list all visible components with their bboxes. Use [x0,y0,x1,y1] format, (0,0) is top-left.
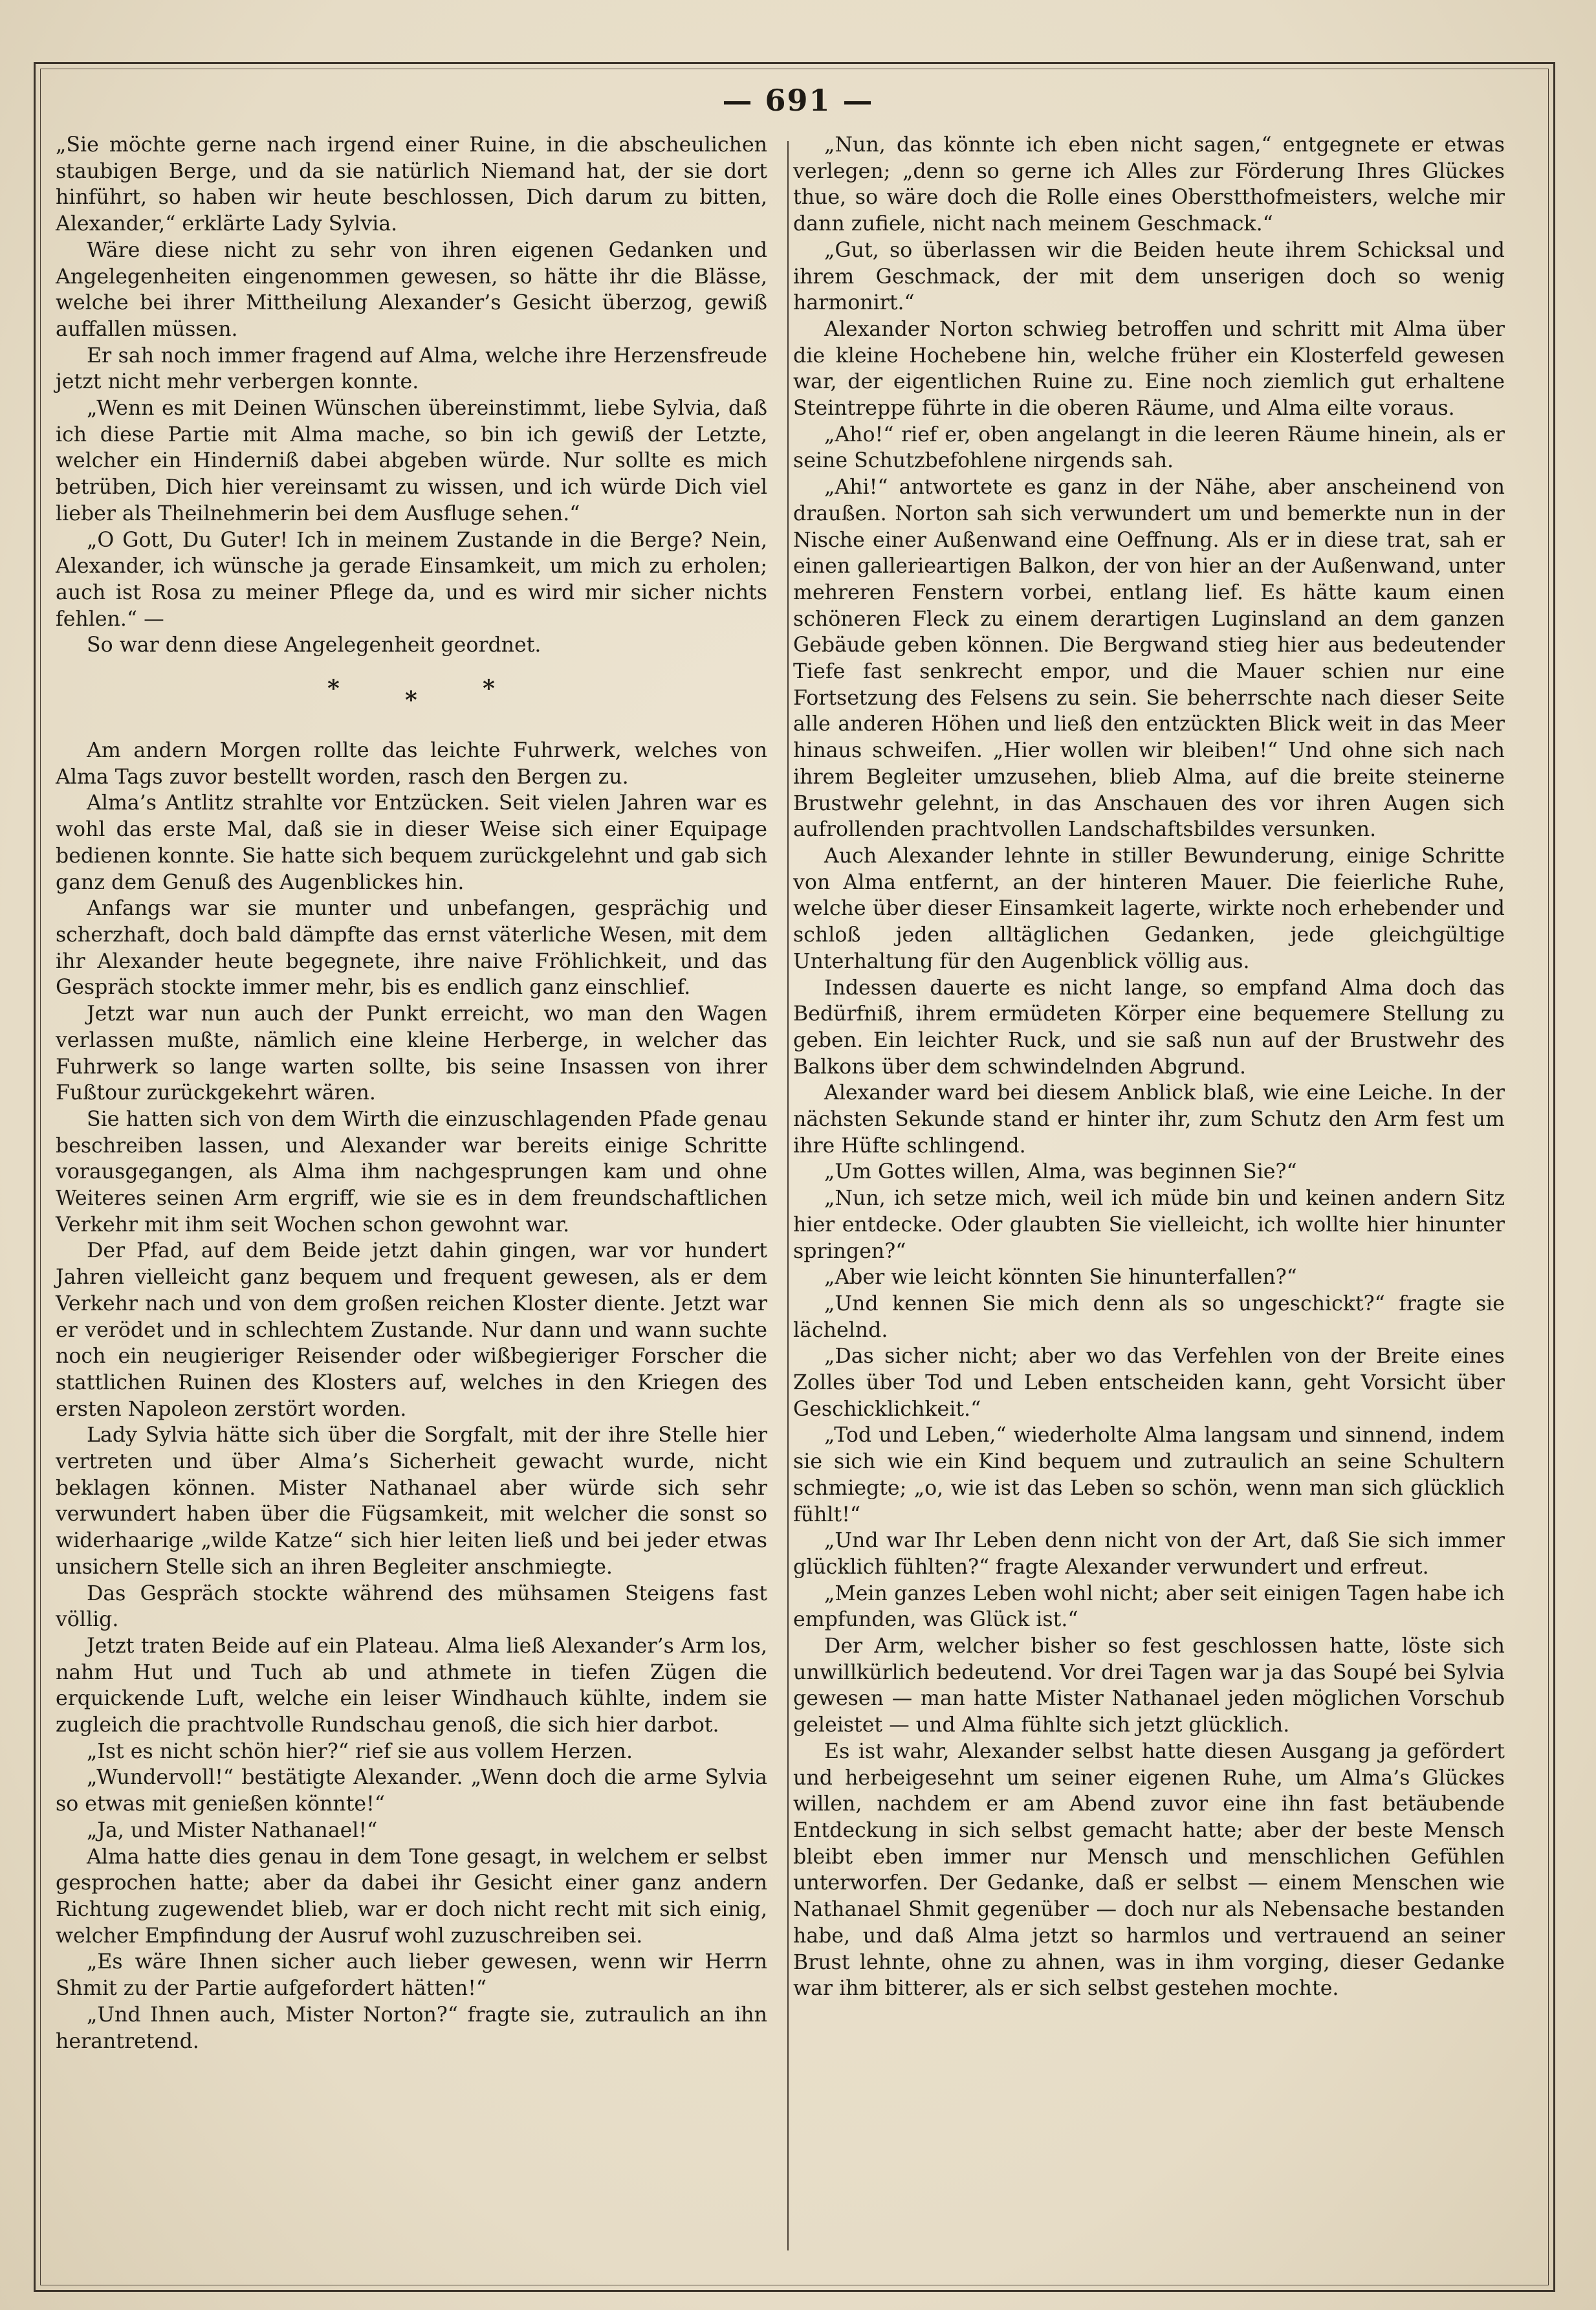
page-number: — 691 — [722,83,874,118]
paragraph: Lady Sylvia hätte sich über die Sorgfalt, mit der ihre Stelle hier vertreten und über Alma’s Sicherheit gewacht wurde, nicht beklagen können. Mister Nathanael aber würde sich sehr verwundert haben über die Fügsamkeit, mit welcher die sonst so widerhaarige „wilde Katze“ sich hier leiten ließ und bei jeder etwas unsichern Stelle sich an ihren Begleiter anschmiegte. [56,1424,767,1579]
paragraph: „Und kennen Sie mich denn als so ungeschickt?“ fragte sie lächelnd. [793,1292,1505,1342]
paragraph: Der Arm, welcher bisher so fest geschlossen hatte, löste sich unwillkürlich bedeutend. Vor drei Tagen war ja das Soupé bei Sylvia gewesen — man hatte Mister Nathanael jeden möglichen Vorschub geleistet — und Alma fühlte sich jetzt glücklich. [793,1634,1505,1737]
paragraph: Jetzt war nun auch der Punkt erreicht, wo man den Wagen verlassen mußte, nämlich eine kleine Herberge, in welcher das Fuhrwerk so lange warten sollte, bis seine Insassen von ihrer Fußtour zurückgekehrt wären. [56,1002,767,1105]
paragraph: Alma’s Antlitz strahlte vor Entzücken. Seit vielen Jahren war es wohl das erste Mal, daß sie in dieser Weise sich einer Equipage bedienen konnte. Sie hatte sich bequem zurückgelehnt und gab sich ganz dem Genuß des Augenblickes hin. [56,791,767,894]
separator-star: * [327,675,340,703]
paragraph: Alexander Norton schwieg betroffen und schritt mit Alma über die kleine Hochebene hin, welche früher ein Klosterfeld gewesen war, der eigentlichen Ruine zu. Eine noch ziemlich gut erhaltene Steintreppe führte in die oberen Räume, und Alma eilte voraus. [793,317,1505,421]
separator-star: * [483,675,495,703]
paragraph: Auch Alexander lehnte in stiller Bewunderung, einige Schritte von Alma entfernt, an der hinteren Mauer. Die feierliche Ruhe, welche über dieser Einsamkeit lagerte, wirkte noch erhebender und schloß jeden alltäglichen Gedanken, jede gleichgültige Unterhaltung für den Augenblick völlig aus. [793,844,1505,973]
section-separator [56,659,767,738]
paragraph: Er sah noch immer fragend auf Alma, welche ihre Herzensfreude jetzt nicht mehr verbergen konnte. [56,344,767,394]
paragraph: „Ahi!“ antwortete es ganz in der Nähe, aber anscheinend von draußen. Norton sah sich verwundert um und bemerkte nun in der Nische einer Außenwand eine Oeffnung. Als er in diese trat, sah er einen gallerieartigen Balkon, der von hier an der Außenwand, unter mehreren Fenstern vorbei, entlang lief. Es hätte kaum einen schöneren Fleck zu einem derartigen Luginsland an dem ganzen Gebäude geben können. Die Bergwand stieg hier aus bedeutender Tiefe fast senkrecht empor, und die Mauer schien nur eine Fortsetzung des Felsens zu sein. Sie beherrschte nach dieser Seite alle anderen Höhen und ließ den entzückten Blick weit in das Meer hinaus schweifen. „Hier wollen wir bleiben!“ Und ohne sich nach ihrem Begleiter umzusehen, blieb Alma, auf die breite steinerne Brustwehr gelehnt, in das Anschauen des vor ihren Augen sich aufrollenden prachtvollen Landschaftsbildes versunken. [793,476,1505,842]
paragraph: „Um Gottes willen, Alma, was beginnen Sie?“ [824,1160,1297,1184]
paragraph: Jetzt traten Beide auf ein Plateau. Alma ließ Alexander’s Arm los, nahm Hut und Tuch ab und athmete in tiefen Zügen die erquickende Luft, welche ein leiser Windhauch kühlte, indem sie zugleich die prachtvolle Rundschau genoß, die sich hier darbot. [56,1634,767,1737]
paragraph: „Es wäre Ihnen sicher auch lieber gewesen, wenn wir Herrn Shmit zu der Partie aufgefordert hätten!“ [56,1950,767,2001]
paragraph: „Wundervoll!“ bestätigte Alexander. „Wenn doch die arme Sylvia so etwas mit genießen könnte!“ [56,1766,767,1816]
paragraph: „Tod und Leben,“ wiederholte Alma langsam und sinnend, indem sie sich wie ein Kind bequem und zutraulich an seine Schultern schmiegte; „o, wie ist das Leben so schön, wenn man sich glücklich fühlt!“ [793,1424,1505,1526]
paragraph: „Aho!“ rief er, oben angelangt in die leeren Räume hinein, als er seine Schutzbefohlene nirgends sah. [793,423,1505,473]
paragraph: „Das sicher nicht; aber wo das Verfehlen von der Breite eines Zolles über Tod und Leben entscheiden kann, geht Vorsicht über Geschicklichkeit.“ [793,1345,1505,1421]
paragraph: Der Pfad, auf dem Beide jetzt dahin gingen, war vor hundert Jahren vielleicht ganz bequem und frequent gewesen, als er dem Verkehr nach und von dem großen reichen Kloster diente. Jetzt war er verödet und in schlechtem Zustande. Nur dann und wann suchte noch ein neugieriger Reisender oder wißbegieriger Forscher die stattlichen Ruinen des Klosters auf, welches in den Kriegen des ersten Napoleon zerstört worden. [56,1239,767,1421]
paragraph: „Sie möchte gerne nach irgend einer Ruine, in die abscheulichen staubigen Berge, und da sie natürlich Niemand hat, der sie dort hinführt, so haben wir heute beschlossen, Dich darum zu bitten, Alexander,“ erklärte Lady Sylvia. [56,133,767,236]
paragraph: „Aber wie leicht könnten Sie hinunterfallen?“ [824,1266,1297,1290]
paragraph: Alma hatte dies genau in dem Tone gesagt, in welchem er selbst gesprochen hatte; aber da dabei ihr Gesicht einer ganz andern Richtung zugewendet blieb, war er doch nicht recht mit sich einig, welcher Empfindung der Ausruf wohl zuzuschreiben sei. [56,1845,767,1948]
separator-star: * [405,687,417,714]
paragraph: „O Gott, Du Guter! Ich in meinem Zustande in die Berge? Nein, Alexander, ich wünsche ja gerade Einsamkeit, um mich zu erholen; auch ist Rosa zu meiner Pflege da, und es wird mir sicher nichts fehlen.“ — [56,528,767,631]
right-column [793,132,1505,2002]
paragraph: „Ja, und Mister Nathanael!“ [87,1818,378,1842]
paragraph: Indessen dauerte es nicht lange, so empfand Alma doch das Bedürfniß, ihrem ermüdeten Körper eine bequemere Stellung zu geben. Ein leichter Ruck, und sie saß nun auf der Brustwehr des Balkons über dem schwindelnden Abgrund. [793,976,1505,1079]
paragraph: Am andern Morgen rollte das leichte Fuhrwerk, welches von Alma Tags zuvor bestellt worden, rasch den Bergen zu. [56,739,767,789]
paragraph: „Nun, das könnte ich eben nicht sagen,“ entgegnete er etwas verlegen; „denn so gerne ich Alles zur Förderung Ihres Glückes thue, so wäre doch die Rolle eines Oberstthofmeisters, welche mir dann zufiele, nicht nach meinem Geschmack.“ [793,133,1505,236]
paragraph: „Nun, ich setze mich, weil ich müde bin und keinen andern Sitz hier entdecke. Oder glaubten Sie vielleicht, ich wollte hier hinunter springen?“ [793,1187,1505,1263]
paragraph: „Wenn es mit Deinen Wünschen übereinstimmt, liebe Sylvia, daß ich diese Partie mit Alma mache, so bin ich gewiß der Letzte, welcher ein Hinderniß dabei abgeben würde. Nur sollte es mich betrüben, Dich hier vereinsamt zu wissen, und ich würde Dich viel lieber als Theilnehmerin bei dem Ausfluge sehen.“ [56,397,767,525]
paragraph: Es ist wahr, Alexander selbst hatte diesen Ausgang ja gefördert und herbeigesehnt um seiner eigenen Ruhe, um Alma’s Glückes willen, nachdem er am Abend zuvor eine ihn fast betäubende Entdeckung in sich selbst gemacht hatte; aber der beste Mensch bleibt eben immer nur Mensch und menschlichen Gefühlen unterworfen. Der Gedanke, daß er selbst — einem Menschen wie Nathanael Shmit gegenüber — doch nur als Nebensache bestanden habe, und daß Alma jetzt so harmlos und vertrauend an seiner Brust lehnte, ohne zu ahnen, was in ihm vorging, dieser Gedanke war ihm bitterer, als er sich selbst gestehen mochte. [793,1739,1505,2001]
paragraph: „Gut, so überlassen wir die Beiden heute ihrem Schicksal und ihrem Geschmack, der mit dem unserigen doch so wenig harmonirt.“ [793,238,1505,315]
paragraph: „Ist es nicht schön hier?“ rief sie aus vollem Herzen. [87,1739,633,1763]
left-column [56,132,767,2054]
paragraph: Sie hatten sich von dem Wirth die einzuschlagenden Pfade genau beschreiben lassen, und Alexander war bereits einige Schritte vorausgegangen, als Alma ihm nachgesprungen kam und ohne Weiteres seinen Arm ergriff, wie sie es in dem freundschaftlichen Verkehr mit ihm seit Wochen schon gewohnt war. [56,1107,767,1237]
paragraph: „Mein ganzes Leben wohl nicht; aber seit einigen Tagen habe ich empfunden, was Glück ist.“ [793,1581,1505,1632]
paragraph: „Und war Ihr Leben denn nicht von der Art, daß Sie sich immer glücklich fühlten?“ fragte Alexander verwundert und erfreut. [793,1529,1505,1579]
paragraph: So war denn diese Angelegenheit geordnet. [87,633,541,657]
paragraph: Anfangs war sie munter und unbefangen, gesprächig und scherzhaft, doch bald dämpfte das ernst väterliche Wesen, mit dem ihr Alexander heute begegnete, ihre naive Fröhlichkeit, und das Gespräch stockte immer mehr, bis es endlich ganz einschlief. [56,897,767,1000]
paragraph: Das Gespräch stockte während des mühsamen Steigens fast völlig. [56,1581,767,1632]
paragraph: „Und Ihnen auch, Mister Norton?“ fragte sie, zutraulich an ihn herantretend. [56,2003,767,2053]
paragraph: Wäre diese nicht zu sehr von ihren eigenen Gedanken und Angelegenheiten eingenommen gewesen, so hätte ihr die Blässe, welche bei ihrer Mittheilung Alexander’s Gesicht überzog, gewiß auffallen müssen. [56,238,767,341]
paragraph: Alexander ward bei diesem Anblick blaß, wie eine Leiche. In der nächsten Sekunde stand er hinter ihr, zum Schutz den Arm fest um ihre Hüfte schlingend. [793,1081,1505,1158]
column-divider [787,141,789,2250]
